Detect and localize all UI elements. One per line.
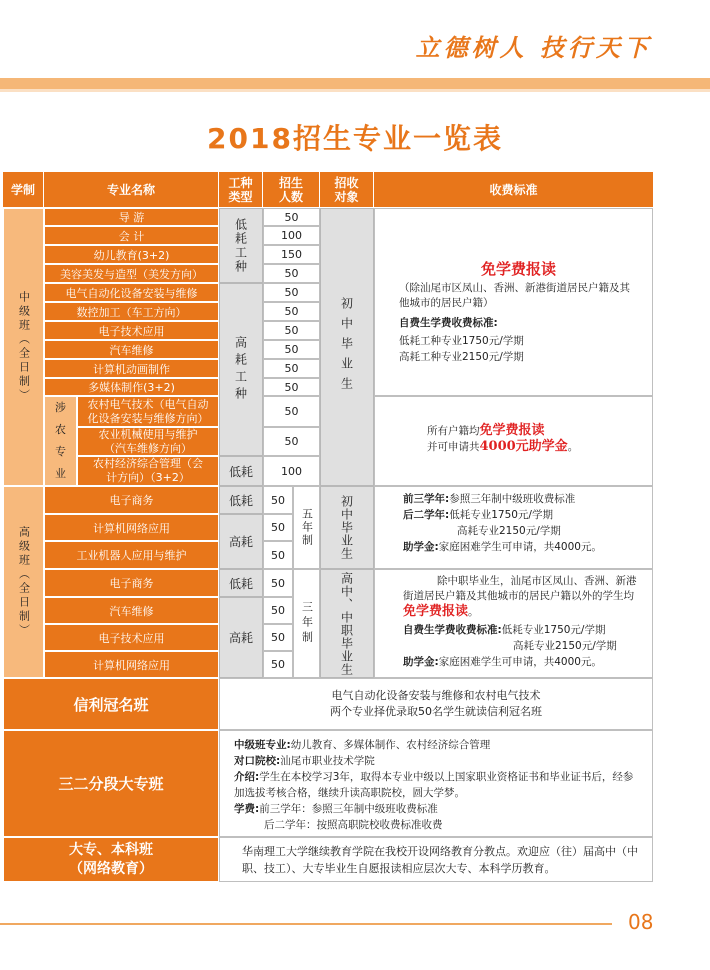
header-gongzhong: 工种类型 bbox=[219, 172, 263, 207]
major-row: 工业机器人应用与维护 bbox=[44, 541, 219, 569]
network-info: 华南理工大学继续教育学院在我校开设网络教育分教点。欢迎应（往）届高中（中职、技工）、大专毕业生自愿报读相应层次大专、本科学历教育。 bbox=[219, 837, 653, 882]
major-row: 会 计 bbox=[44, 226, 219, 245]
major-row: 计算机网络应用 bbox=[44, 514, 219, 541]
count-cell: 50 bbox=[263, 624, 293, 651]
header-band bbox=[0, 78, 710, 89]
fee-higher-5yr: 前三学年:参照三年制中级班收费标准 后二学年:低耗专业1750元/学期 高耗专业2150元/学期 助学金:家庭困难学生可申请，共4000元。 bbox=[374, 486, 653, 569]
years-cell: 五年制 bbox=[293, 486, 320, 569]
page-number: 08 bbox=[628, 910, 654, 934]
major-row: 多媒体制作(3+2) bbox=[44, 378, 219, 396]
count-cell: 50 bbox=[263, 321, 320, 340]
major-row: 计算机网络应用 bbox=[44, 651, 219, 678]
header-xuezhi: 学制 bbox=[3, 172, 44, 207]
major-row: 美容美发与造型（美发方向） bbox=[44, 264, 219, 283]
count-cell: 50 bbox=[263, 208, 320, 226]
major-row: 电子商务 bbox=[44, 486, 219, 514]
major-row: 导 游 bbox=[44, 208, 219, 226]
major-row: 幼儿教育(3+2) bbox=[44, 245, 219, 264]
sanerfenduan-info: 中级班专业:幼儿教育、多媒体制作、农村经济综合管理 对口院校:汕尾市职业技术学院 介绍:学生在本校学习3年，取得本专业中级以上国家职业资格证书和毕业证书后，经参加选拔考核合格，继续升读高职院校，圆大学梦。 学费:前三学年：参照三年制中级班收费标准 后二学年：按照高职院校收费标准收费 bbox=[219, 730, 653, 837]
secondary-label: 中级班（全日制） bbox=[3, 208, 44, 486]
count-cell: 50 bbox=[263, 359, 320, 378]
type-low-cell: 低耗 bbox=[219, 569, 263, 597]
count-cell: 50 bbox=[263, 340, 320, 359]
type-low-cell: 低耗工种 bbox=[219, 208, 263, 283]
count-cell: 50 bbox=[263, 541, 293, 569]
major-row: 计算机动画制作 bbox=[44, 359, 219, 378]
type-high-cell: 高耗工种 bbox=[219, 283, 263, 456]
type-low-cell: 低耗 bbox=[219, 456, 263, 486]
xinli-label: 信利冠名班 bbox=[3, 678, 219, 730]
count-cell: 150 bbox=[263, 245, 320, 264]
major-row: 汽车维修 bbox=[44, 597, 219, 624]
header-duixiang: 招收对象 bbox=[320, 172, 374, 207]
count-cell: 100 bbox=[263, 456, 320, 486]
fee-agri: 所有户籍均免学费报读 并可申请共4000元助学金。 bbox=[374, 396, 653, 486]
higher-label: 高级班（全日制） bbox=[3, 486, 44, 678]
target-cell: 初中毕业生 bbox=[320, 486, 374, 569]
count-cell: 50 bbox=[263, 597, 293, 624]
type-high-cell: 高耗 bbox=[219, 597, 263, 678]
major-row: 数控加工（车工方向） bbox=[44, 302, 219, 321]
school-motto: 立德树人 技行天下 bbox=[415, 33, 652, 62]
count-cell: 50 bbox=[263, 569, 293, 597]
major-row: 农业机械使用与维护（汽车维修方向） bbox=[77, 427, 219, 456]
network-label: 大专、本科班 （网络教育） bbox=[3, 837, 219, 882]
count-cell: 100 bbox=[263, 226, 320, 245]
type-low-cell: 低耗 bbox=[219, 486, 263, 514]
major-row: 电气自动化设备安装与维修 bbox=[44, 283, 219, 302]
header-shoufei: 收费标准 bbox=[374, 172, 653, 207]
count-cell: 50 bbox=[263, 264, 320, 283]
type-high-cell: 高耗 bbox=[219, 514, 263, 569]
major-row: 汽车维修 bbox=[44, 340, 219, 359]
count-cell: 50 bbox=[263, 396, 320, 427]
sanerfenduan-label: 三二分段大专班 bbox=[3, 730, 219, 837]
target-cell: 初中毕业生 bbox=[320, 208, 374, 486]
header-band-light bbox=[0, 89, 710, 92]
count-cell: 50 bbox=[263, 514, 293, 541]
years-cell: 三年制 bbox=[293, 569, 320, 678]
agri-label: 涉农专业 bbox=[44, 396, 77, 486]
count-cell: 50 bbox=[263, 486, 293, 514]
count-cell: 50 bbox=[263, 302, 320, 321]
header-zhuanye: 专业名称 bbox=[44, 172, 219, 207]
fee-higher-3yr: 除中职毕业生，汕尾市区凤山、香洲、新港街道居民户籍及其他城市的居民户籍以外的学生均免学费报读。 自费生学费收费标准:低耗专业1750元/学期 高耗专业2150元/学期 助学金:家庭困难学生可申请，共4000元。 bbox=[374, 569, 653, 678]
major-row: 农村电气技术（电气自动化设备安装与维修方向） bbox=[77, 396, 219, 427]
fee-secondary: 免学费报读 （除汕尾市区凤山、香洲、新港街道居民户籍及其他城市的居民户籍） 自费生学费收费标准: 低耗工种专业1750元/学期 高耗工种专业2150元/学期 bbox=[374, 208, 653, 396]
major-row: 电子技术应用 bbox=[44, 624, 219, 651]
major-row: 电子商务 bbox=[44, 569, 219, 597]
page-title: 2018招生专业一览表 bbox=[207, 122, 503, 155]
count-cell: 50 bbox=[263, 283, 320, 302]
target-cell: 高中、中职毕业生 bbox=[320, 569, 374, 678]
count-cell: 50 bbox=[263, 378, 320, 396]
footer-line bbox=[0, 923, 612, 925]
major-row: 电子技术应用 bbox=[44, 321, 219, 340]
xinli-info: 电气自动化设备安装与维修和农村电气技术 两个专业择优录取50名学生就读信利冠名班 bbox=[219, 678, 653, 730]
major-row: 农村经济综合管理（会计方向）（3+2） bbox=[77, 456, 219, 486]
count-cell: 50 bbox=[263, 651, 293, 678]
header-renshu: 招生人数 bbox=[263, 172, 320, 207]
count-cell: 50 bbox=[263, 427, 320, 456]
